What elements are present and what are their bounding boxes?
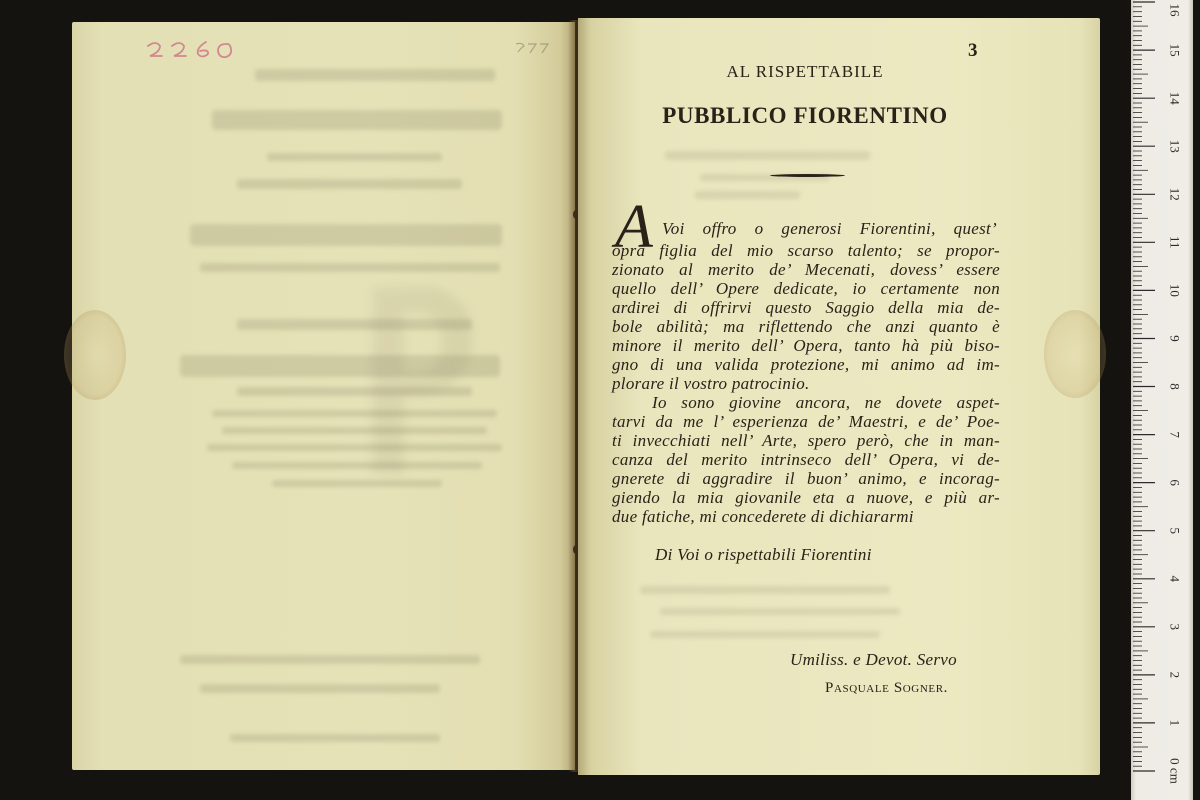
ruler-scale bbox=[1131, 0, 1193, 800]
faint-ink-mark bbox=[516, 43, 548, 53]
dedication-line: ardirei di offrirvi questo Saggio della mia de- bbox=[612, 298, 1000, 317]
left-page bbox=[72, 22, 575, 770]
dedication-line: due fatiche, mi concederete di dichiararmi bbox=[612, 507, 914, 526]
ruler-label: 7 bbox=[1167, 431, 1183, 438]
dedication-line: quello dell’ Opere dedicate, io certamente non bbox=[612, 279, 1000, 298]
ruler-label: 14 bbox=[1167, 91, 1183, 105]
dedication-line: Io sono giovine ancora, ne dovete aspet- bbox=[652, 393, 1000, 412]
ruler-label: 10 bbox=[1167, 283, 1183, 297]
dedication-line: giendo la mia giovanile eta a nuove, e più ar- bbox=[612, 488, 1000, 507]
right-page bbox=[578, 18, 1100, 775]
dedication-body bbox=[612, 241, 1000, 526]
dedication-first-line: Voi offro o generosi Fiorentini, quest’ bbox=[662, 219, 997, 238]
ruler-label: 3 bbox=[1167, 623, 1183, 631]
ruler-label: 5 bbox=[1167, 527, 1183, 534]
ruler-label: 9 bbox=[1167, 335, 1183, 342]
water-stain bbox=[1044, 310, 1106, 398]
dedication-line: gno di una valida protezione, mi animo ad im- bbox=[612, 355, 1000, 374]
drop-cap: A bbox=[615, 193, 653, 261]
ruler-label: 6 bbox=[1167, 479, 1183, 486]
left-page-show-through bbox=[72, 22, 575, 770]
ornamental-rule bbox=[770, 174, 845, 177]
dedication-line: opra figlia del mio scarso talento; se propor- bbox=[612, 241, 1000, 260]
ruler-label: 11 bbox=[1167, 236, 1183, 249]
measuring-ruler bbox=[1131, 0, 1193, 800]
ruler-label: 16 bbox=[1167, 3, 1183, 17]
dedication-line: zionato al merito de’ Mecenati, dovess’ essere bbox=[612, 260, 1000, 279]
dedication-line: tarvi da me l’ esperienza de’ Maestri, e de’ Poe- bbox=[612, 412, 1000, 431]
dedication-line: ti invecchiati nell’ Arte, spero però, che in man- bbox=[612, 431, 1000, 450]
signature-title: Umiliss. e Devot. Servo bbox=[790, 650, 957, 669]
ruler-label: 4 bbox=[1167, 575, 1183, 583]
dedication-line: canza del merito intrinseco dell’ Opera, vi de- bbox=[612, 450, 1000, 469]
ruler-label: 15 bbox=[1167, 43, 1183, 57]
ruler-label: 13 bbox=[1167, 139, 1183, 153]
closing-salutation: Di Voi o rispettabili Fiorentini bbox=[655, 545, 872, 564]
page-number: 3 bbox=[968, 40, 978, 61]
ruler-label: 8 bbox=[1167, 383, 1183, 390]
water-stain bbox=[64, 310, 126, 400]
dedication-line: plorare il vostro patrocinio. bbox=[612, 374, 810, 393]
signature-name: Pasquale Sogner. bbox=[825, 680, 949, 696]
heading-line-2: PUBBLICO FIORENTINO bbox=[662, 103, 948, 128]
ruler-label: 12 bbox=[1167, 187, 1183, 201]
ruler-label: 0 cm bbox=[1167, 758, 1183, 784]
dedication-line: bole abilità; ma riflettendo che anzi quanto è bbox=[612, 317, 1000, 336]
heading-line-1: AL RISPETTABILE bbox=[726, 62, 884, 81]
pencil-mark bbox=[148, 42, 231, 57]
ruler-label: 2 bbox=[1167, 671, 1183, 679]
dedication-line: gnerete di aggradire il buon’ animo, e incorag- bbox=[612, 469, 1000, 488]
ruler-label: 1 bbox=[1167, 719, 1183, 727]
dedication-line: minore il merito dell’ Opera, tanto hà più biso- bbox=[612, 336, 1000, 355]
